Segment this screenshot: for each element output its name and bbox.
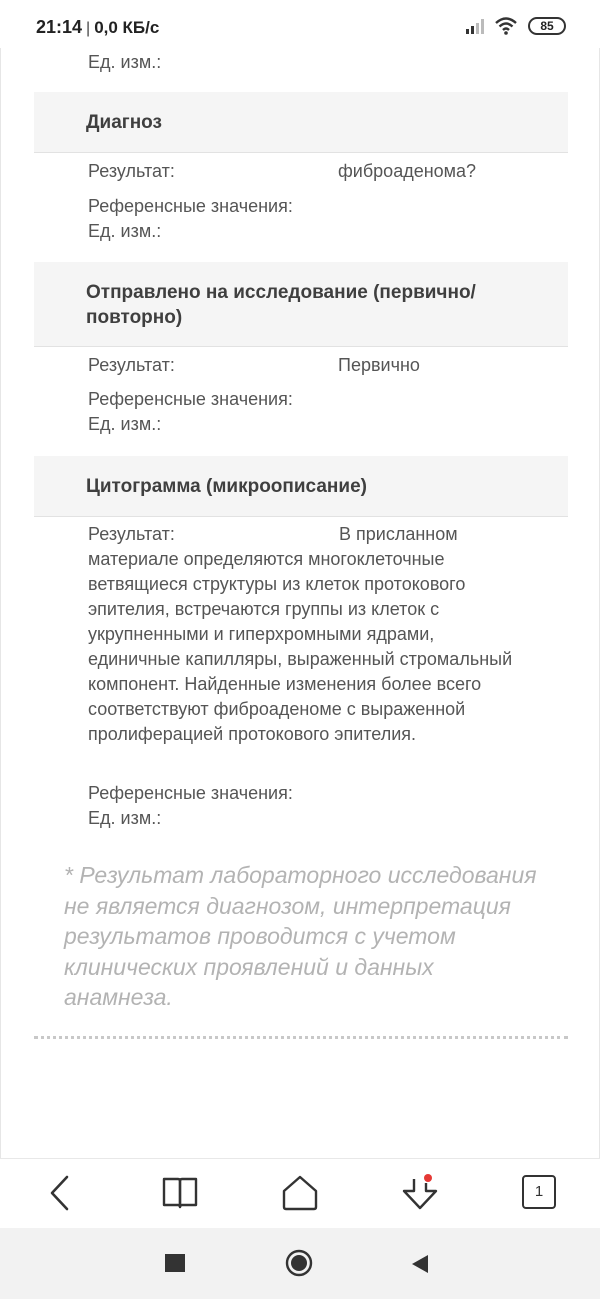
status-time	[36, 17, 159, 38]
tabs-button[interactable]: 1	[522, 1175, 556, 1209]
recents-button[interactable]	[165, 1254, 185, 1272]
status-icons	[466, 14, 566, 38]
home-button[interactable]	[284, 1248, 314, 1278]
reference-label: Референсные значения:	[88, 389, 293, 409]
result-label: Результат:	[88, 524, 175, 544]
result-label: Результат:	[88, 161, 175, 181]
section-header-diagnosis	[34, 92, 568, 153]
status-bar	[0, 0, 600, 48]
battery-icon: 85	[528, 17, 566, 35]
clock: 21:14	[36, 17, 83, 37]
signal-icon	[466, 18, 484, 34]
back-nav-button[interactable]	[408, 1252, 432, 1276]
system-nav-bar	[0, 1228, 600, 1299]
home-icon[interactable]	[280, 1173, 320, 1213]
section-title: Цитограмма (микроописание)	[86, 476, 367, 497]
result-label: Результат:	[88, 355, 175, 375]
section-title: Диагноз	[86, 112, 162, 133]
result-value: фиброаденома?	[338, 161, 477, 181]
back-icon[interactable]	[40, 1173, 80, 1213]
divider	[34, 1036, 568, 1039]
reference-label: Референсные значения:	[88, 783, 293, 803]
cytogram-result	[88, 522, 528, 747]
browser-toolbar	[0, 1158, 600, 1226]
result-value: В присланном материале определяются многоклеточные ветвящиеся структуры из клеток протокового эпителия, встречаются группы из клеток с укрупненными и гиперхромными ядрами, единичные капилляры, выраженный стромальный компонент. Найденные изменения более всего соответствуют фиброаденоме с выраженной пролиферацией протокового эпителия.	[88, 524, 513, 744]
unit-label: Ед. изм.:	[88, 221, 162, 241]
reference-label: Референсные значения:	[88, 196, 293, 216]
section-header-referral	[34, 262, 568, 347]
disclaimer: * Результат лабораторного исследования не является диагнозом, интерпретация результатов проводится с учетом клинических проявлений и данных анамнеза.	[64, 862, 537, 1010]
notification-badge	[424, 1174, 432, 1182]
unit-label: Ед. изм.:	[88, 808, 162, 828]
section-title: Отправлено на исследование (первично/ повторно)	[86, 282, 476, 328]
prev-unit-label: Ед. изм.:	[88, 52, 162, 72]
download-icon[interactable]	[400, 1173, 440, 1213]
status-separator: |	[86, 20, 91, 37]
wifi-icon	[494, 16, 518, 36]
section-header-cytogram	[34, 456, 568, 517]
result-value: Первично	[338, 355, 420, 375]
bookmarks-icon[interactable]	[160, 1173, 200, 1213]
network-speed: 0,0 КБ/с	[94, 18, 160, 37]
unit-label: Ед. изм.:	[88, 414, 162, 434]
